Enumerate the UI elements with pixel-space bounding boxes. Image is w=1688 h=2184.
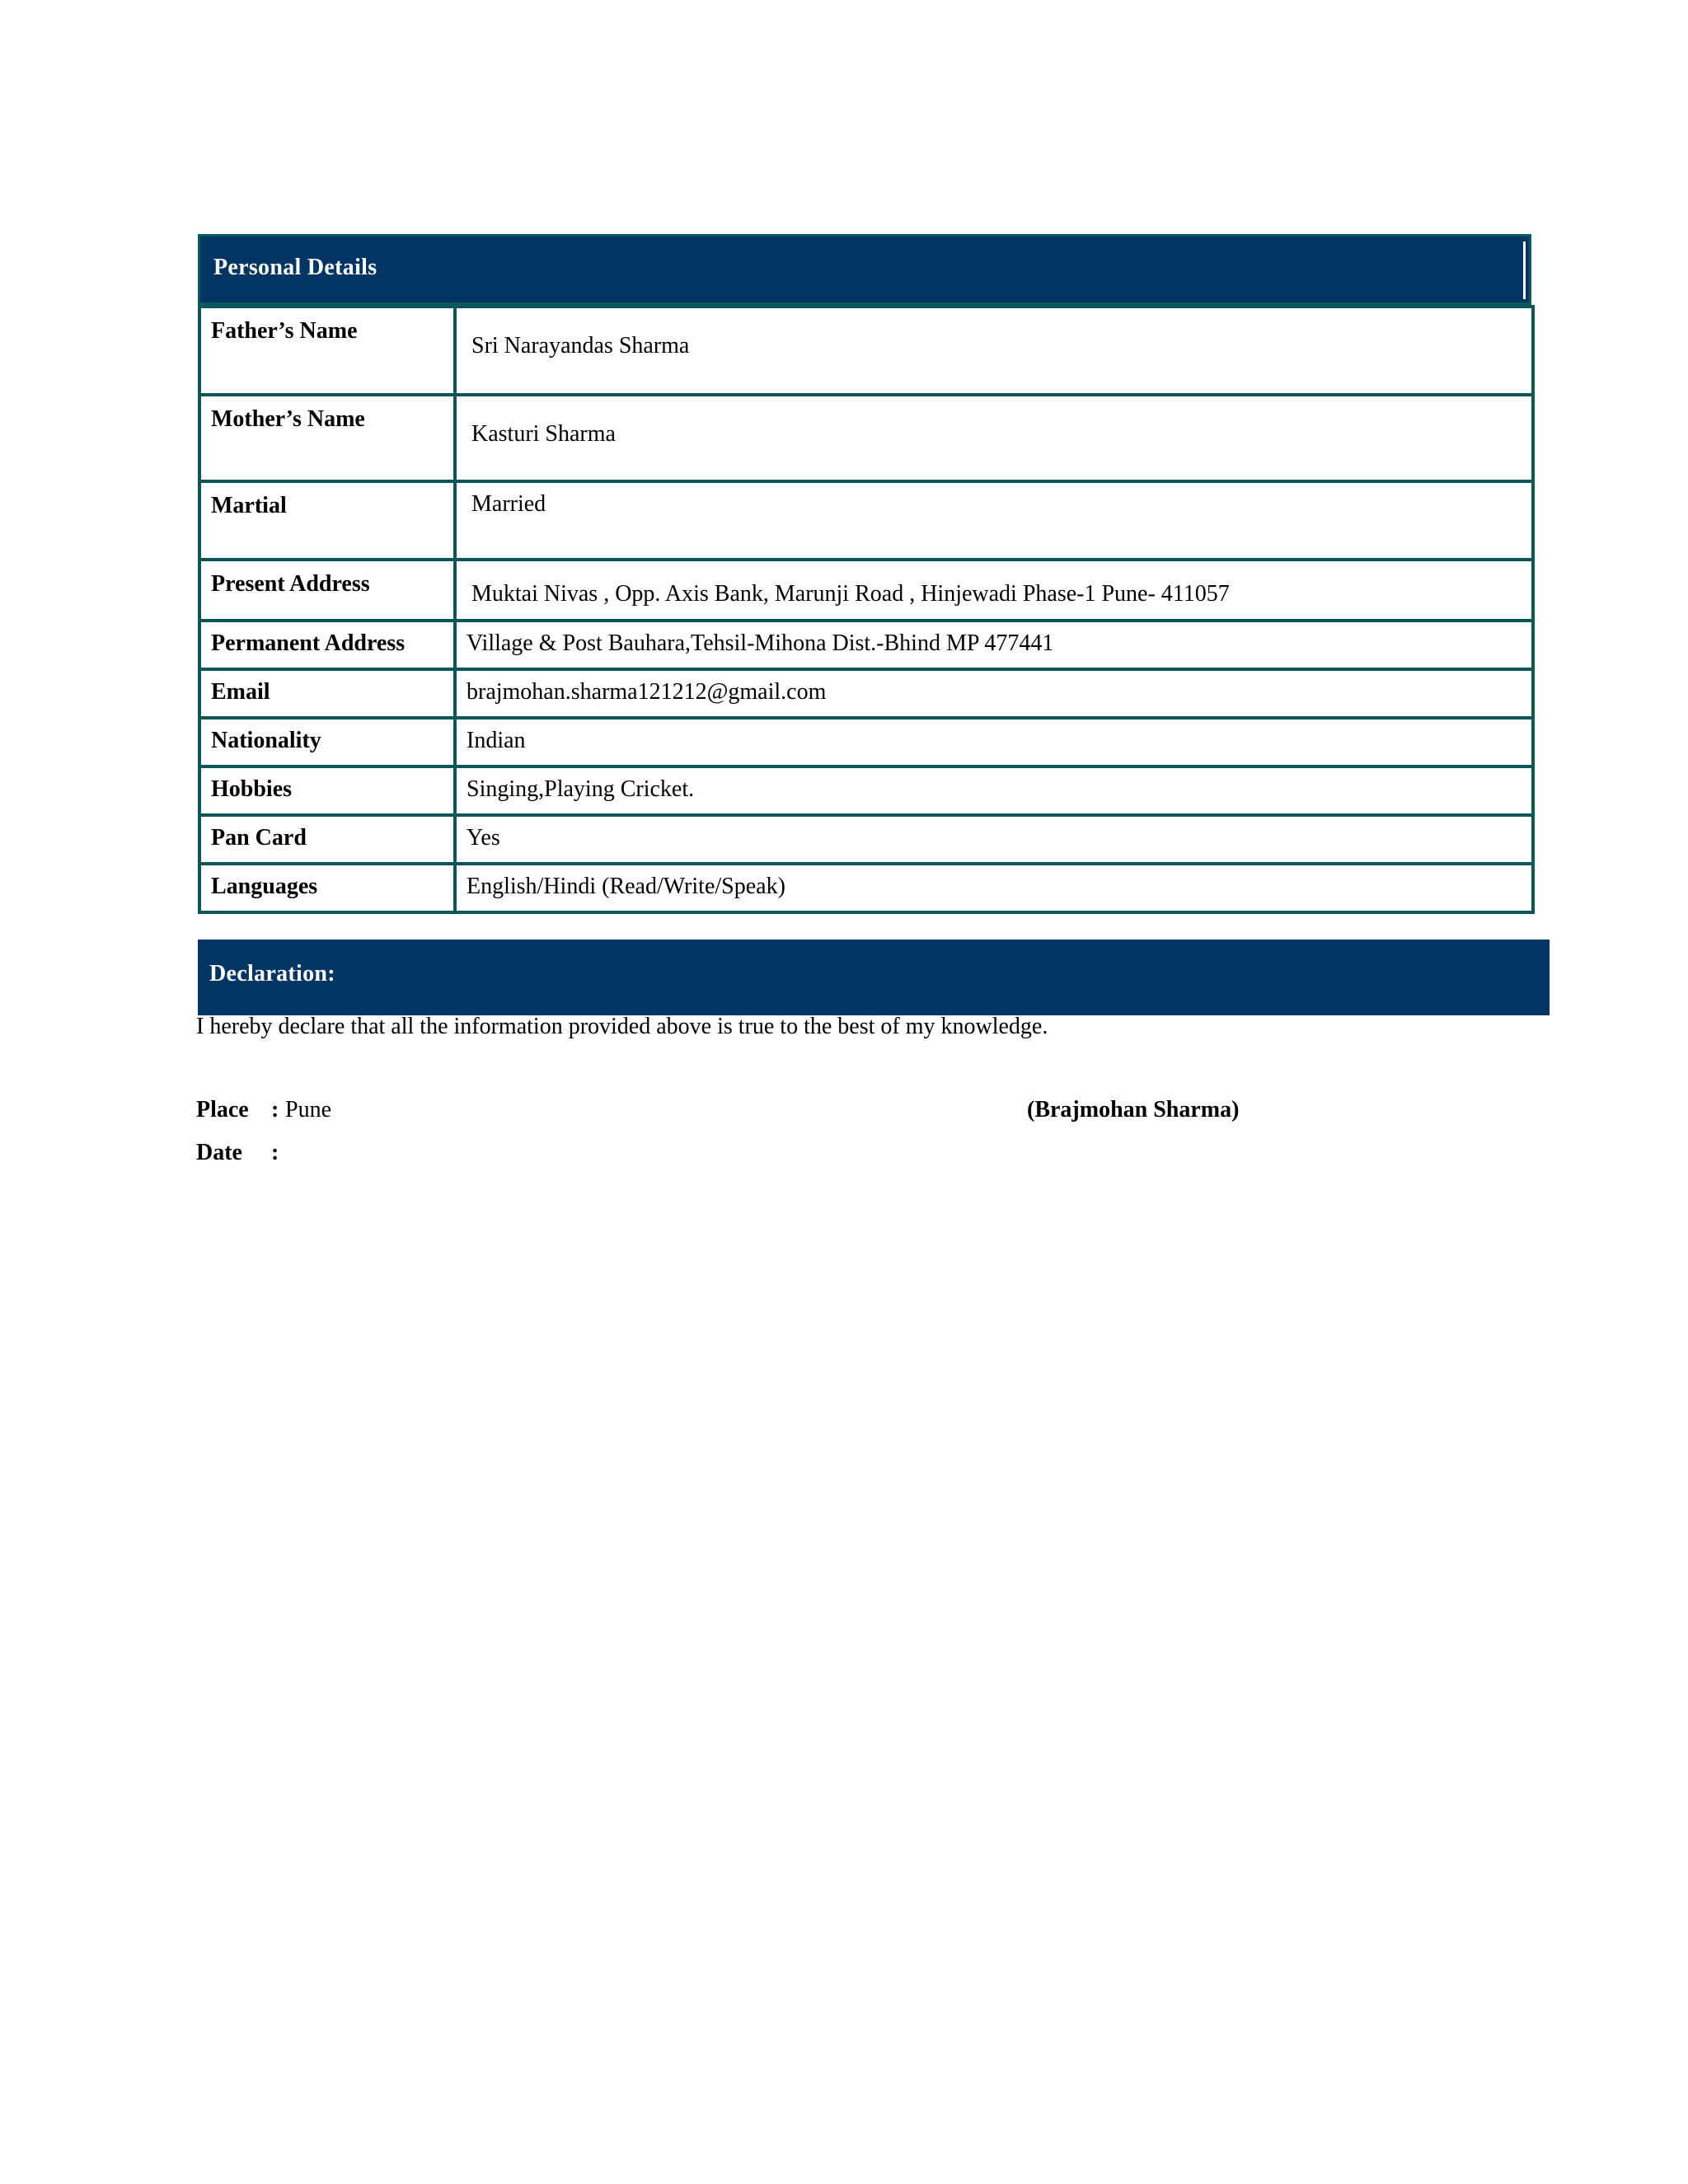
pan-card-value: Yes [467, 825, 500, 851]
date-label: Date [196, 1140, 242, 1165]
languages-label: Languages [211, 874, 318, 899]
languages-value: English/Hindi (Read/Write/Speak) [467, 874, 785, 899]
personal-details-title: Personal Details [213, 255, 377, 280]
place-colon: : [271, 1097, 279, 1122]
row-languages [199, 864, 1533, 912]
marital-label: Martial [211, 493, 287, 518]
nationality-label: Nationality [211, 728, 321, 753]
permanent-address-label: Permanent Address [211, 630, 406, 656]
header-edge-line [1523, 241, 1526, 299]
value-cell [455, 718, 1533, 766]
row-marital [199, 481, 1533, 560]
row-present-address [199, 560, 1533, 621]
value-cell [455, 481, 1533, 560]
declaration-title: Declaration: [209, 961, 335, 987]
label-cell [199, 621, 455, 669]
value-cell [455, 815, 1533, 864]
present-address-label: Present Address [211, 571, 370, 597]
hobbies-value: Singing,Playing Cricket. [467, 776, 695, 802]
row-mothers-name [199, 395, 1533, 481]
date-colon: : [271, 1140, 279, 1165]
fathers-name-label: Father’s Name [211, 318, 358, 344]
present-address-value: Muktai Nivas , Opp. Axis Bank, Marunji Road , Hinjewadi Phase-1 Pune- 411057 [471, 581, 1230, 607]
label-cell [199, 669, 455, 718]
email-value: brajmohan.sharma121212@gmail.com [467, 679, 827, 705]
place-label: Place [196, 1097, 249, 1122]
label-cell [199, 766, 455, 815]
hobbies-label: Hobbies [211, 776, 293, 802]
label-cell [199, 307, 455, 395]
mothers-name-value: Kasturi Sharma [471, 421, 616, 447]
row-hobbies [199, 766, 1533, 815]
personal-details-header [198, 234, 1531, 305]
pan-card-label: Pan Card [211, 825, 307, 851]
value-cell [455, 307, 1533, 395]
fathers-name-value: Sri Narayandas Sharma [471, 333, 690, 359]
label-cell [199, 560, 455, 621]
value-cell [455, 560, 1533, 621]
nationality-value: Indian [467, 728, 526, 753]
signature-name: (Brajmohan Sharma) [1027, 1097, 1240, 1122]
value-cell [455, 864, 1533, 912]
row-permanent-address [199, 621, 1533, 669]
declaration-text: I hereby declare that all the information provided above is true to the best of my knowledge. [196, 1014, 1048, 1039]
row-email [199, 669, 1533, 718]
label-cell [199, 718, 455, 766]
row-pan-card [199, 815, 1533, 864]
permanent-address-value: Village & Post Bauhara,Tehsil-Mihona Dist.-Bhind MP 477441 [467, 630, 1054, 656]
value-cell [455, 766, 1533, 815]
label-cell [199, 395, 455, 481]
personal-details-table [198, 305, 1535, 914]
row-fathers-name [199, 307, 1533, 395]
place-value: Pune [285, 1097, 331, 1122]
value-cell [455, 669, 1533, 718]
email-label: Email [211, 679, 270, 705]
mothers-name-label: Mother’s Name [211, 406, 365, 432]
label-cell [199, 481, 455, 560]
value-cell [455, 395, 1533, 481]
marital-value: Married [471, 491, 546, 517]
label-cell [199, 864, 455, 912]
row-nationality [199, 718, 1533, 766]
label-cell [199, 815, 455, 864]
declaration-header [198, 940, 1550, 1015]
value-cell [455, 621, 1533, 669]
